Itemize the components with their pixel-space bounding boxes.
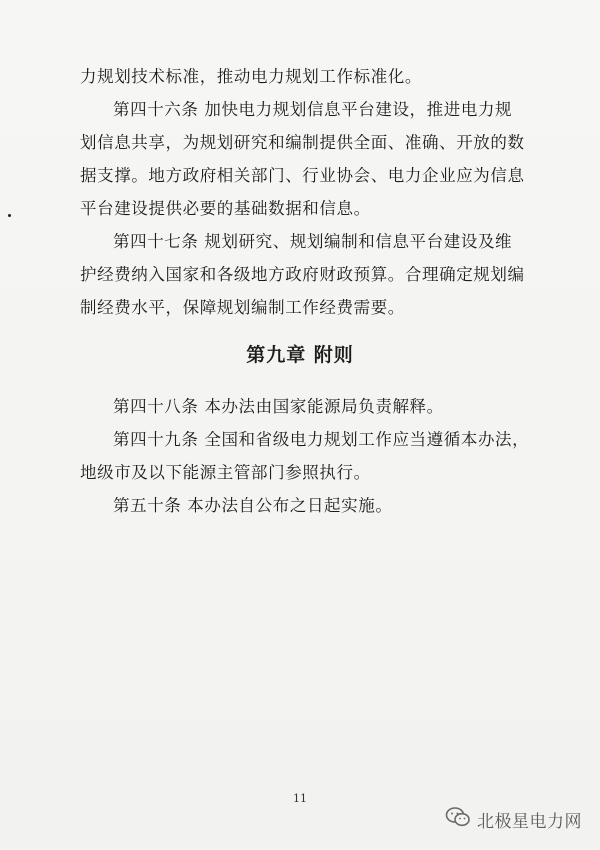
watermark [445, 806, 582, 832]
wechat-icon [445, 806, 471, 833]
text-line: 第四十九条 全国和省级电力规划工作应当遵循本办法， [113, 430, 530, 449]
text-line: 第四十六条 加快电力规划信息平台建设，推进电力规 [113, 100, 513, 119]
page-number: 11 [293, 792, 307, 805]
text-line: 制经费水平，保障规划编制工作经费需要。 [80, 298, 405, 317]
watermark-text: 北极星电力网 [477, 811, 582, 832]
text-line: 护经费纳入国家和各级地方政府财政预算。合理确定规划编 [80, 265, 525, 284]
text-line: 第四十八条 本办法由国家能源局负责解释。 [113, 397, 444, 416]
text-line: 第四十七条 规划研究、规划编制和信息平台建设及维 [113, 232, 513, 251]
body-text-top [80, 60, 530, 324]
body-text-bottom [80, 390, 530, 522]
text-line: 据支撑。地方政府相关部门、行业协会、电力企业应为信息 [80, 166, 525, 185]
chapter-title: 第九章 附则 [246, 344, 354, 366]
text-line: 划信息共享，为规划研究和编制提供全面、准确、开放的数 [80, 133, 525, 152]
text-line: 第五十条 本办法自公布之日起实施。 [113, 496, 393, 515]
margin-mark [8, 214, 11, 217]
text-line: 力规划技术标准，推动电力规划工作标准化。 [80, 67, 422, 86]
text-line: 平台建设提供必要的基础数据和信息。 [80, 199, 371, 218]
text-line: 地级市及以下能源主管部门参照执行。 [80, 463, 371, 482]
